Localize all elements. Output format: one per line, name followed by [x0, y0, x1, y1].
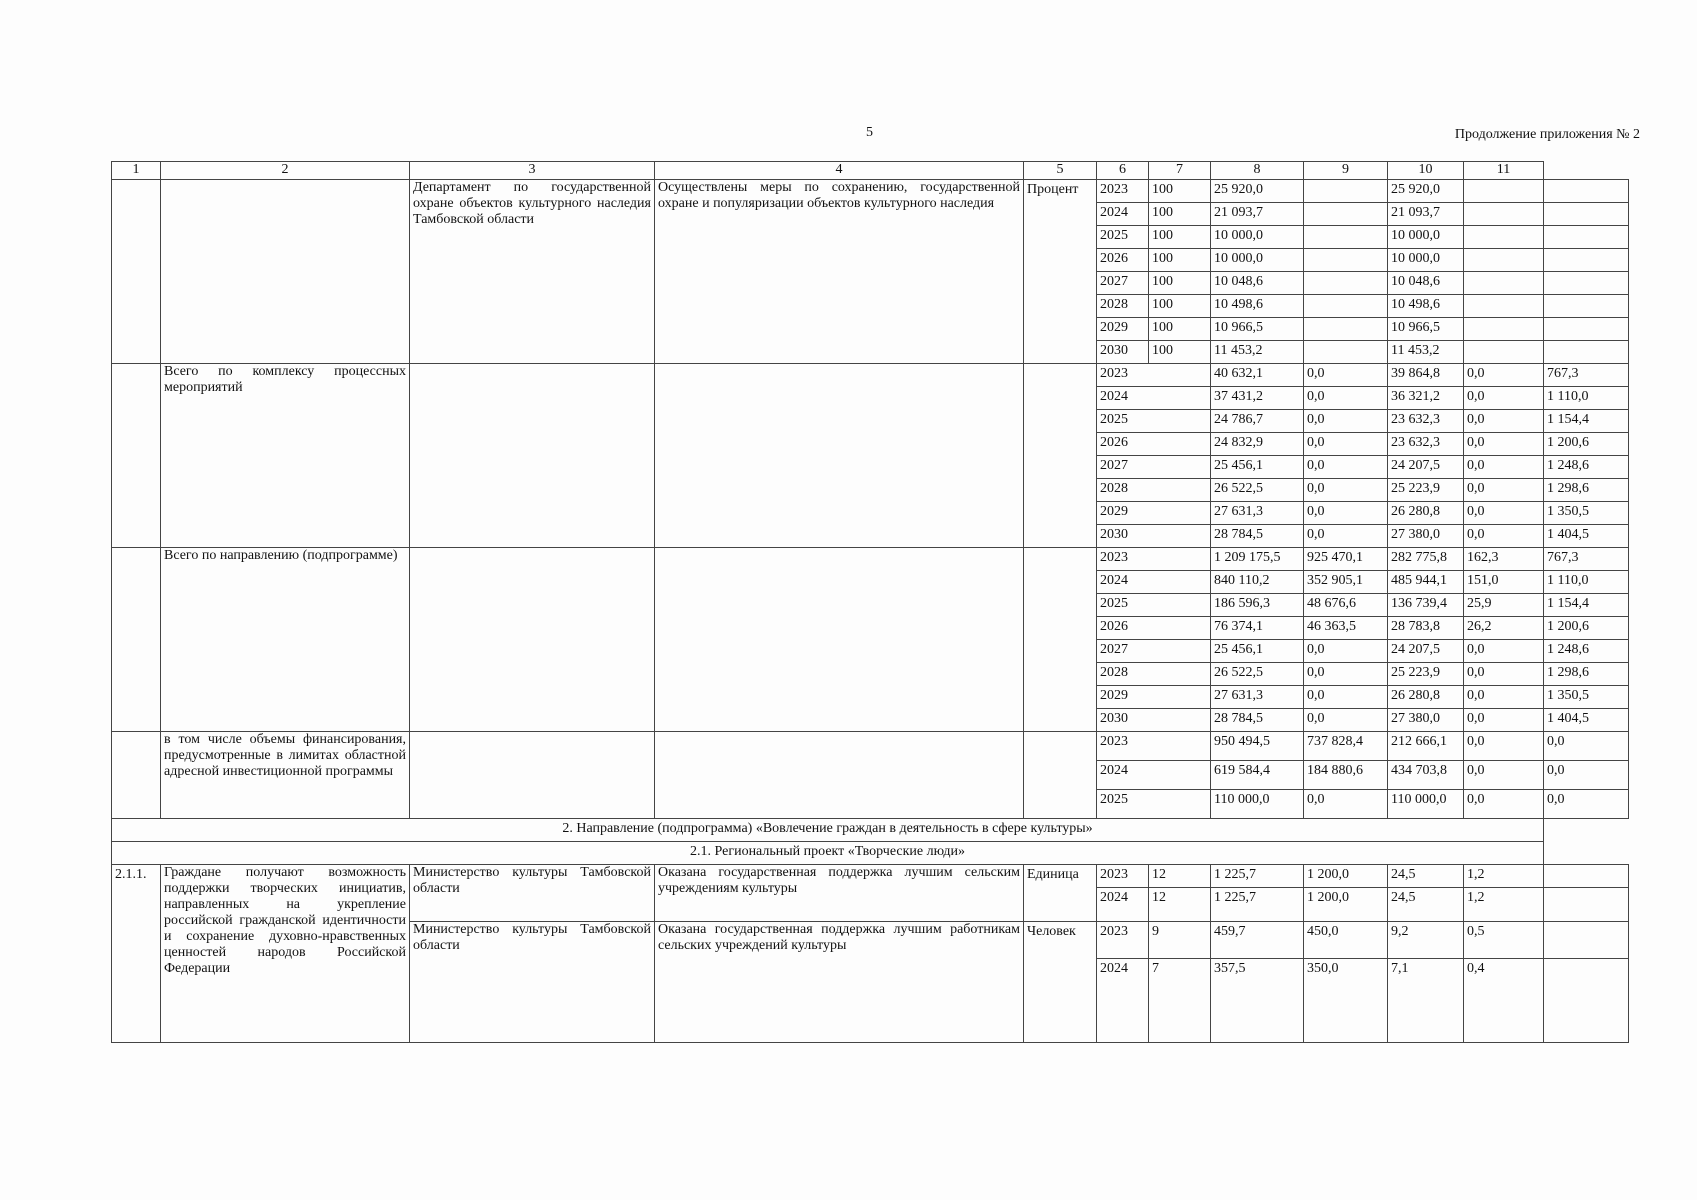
table-cell: 136 739,4 — [1388, 594, 1464, 617]
column-header: 4 — [655, 162, 1024, 180]
table-cell: 10 000,0 — [1211, 249, 1304, 272]
table-cell — [1304, 272, 1388, 295]
project-heading: 2.1. Региональный проект «Творческие люди» — [112, 842, 1544, 865]
table-cell: 2023 — [1097, 922, 1149, 959]
table-cell: 10 048,6 — [1388, 272, 1464, 295]
table-cell: 2028 — [1097, 479, 1211, 502]
table-cell: 485 944,1 — [1388, 571, 1464, 594]
table-cell: 0,4 — [1464, 959, 1544, 1043]
table-cell: 40 632,1 — [1211, 364, 1304, 387]
column-number-header — [112, 162, 1629, 180]
table-cell: 100 — [1149, 272, 1211, 295]
table-cell: 0,0 — [1464, 709, 1544, 732]
subtotal-label: Всего по комплексу процессных мероприятий — [161, 364, 410, 548]
table-cell: 1 154,4 — [1544, 594, 1629, 617]
table-cell — [1304, 295, 1388, 318]
table-cell: 0,0 — [1464, 433, 1544, 456]
table-cell: 0,0 — [1464, 410, 1544, 433]
table-cell: 10 000,0 — [1211, 226, 1304, 249]
table-cell: 2023 — [1097, 364, 1211, 387]
table-cell: 7,1 — [1388, 959, 1464, 1043]
column-header: 1 — [112, 162, 161, 180]
direction-total-label: Всего по направлению (подпрограмме) — [161, 548, 410, 732]
table-cell: 25 223,9 — [1388, 479, 1464, 502]
column-header: 3 — [410, 162, 655, 180]
table-cell: 2025 — [1097, 790, 1211, 819]
table-cell — [1304, 318, 1388, 341]
table-cell — [1304, 341, 1388, 364]
table-cell: 2024 — [1097, 888, 1149, 922]
table-cell: 23 632,3 — [1388, 433, 1464, 456]
section-heading-row — [112, 819, 1629, 842]
table-cell — [1544, 318, 1629, 341]
table-cell: 37 431,2 — [1211, 387, 1304, 410]
task-description: Граждане получают возможность поддержки творческих инициатив, направленных на укрепление российской гражданской идентичности и сохранение духовно-нравственных ценностей народов Российской Федерации — [161, 865, 410, 1043]
table-cell: 9,2 — [1388, 922, 1464, 959]
table-cell: 46 363,5 — [1304, 617, 1388, 640]
table-cell: 2027 — [1097, 272, 1149, 295]
table-cell — [1304, 180, 1388, 203]
direction-heading: 2. Направление (подпрограмма) «Вовлечение граждан в деятельность в сфере культуры» — [112, 819, 1544, 842]
table-cell: 48 676,6 — [1304, 594, 1388, 617]
table-cell: 352 905,1 — [1304, 571, 1388, 594]
column-header: 8 — [1211, 162, 1304, 180]
table-cell: 2025 — [1097, 410, 1211, 433]
table-cell: 26 280,8 — [1388, 686, 1464, 709]
table-cell: 9 — [1149, 922, 1211, 959]
table-cell: 1 350,5 — [1544, 686, 1629, 709]
table-cell: 24 832,9 — [1211, 433, 1304, 456]
table-cell: 100 — [1149, 318, 1211, 341]
table-cell: 10 498,6 — [1388, 295, 1464, 318]
table-cell: 0,0 — [1304, 640, 1388, 663]
table-cell — [1464, 249, 1544, 272]
table-cell: 0,0 — [1304, 502, 1388, 525]
table-cell: 2024 — [1097, 387, 1211, 410]
unit-of-measure: Единица — [1024, 865, 1097, 922]
table-cell: 23 632,3 — [1388, 410, 1464, 433]
table-cell — [1304, 226, 1388, 249]
table-cell: 1 298,6 — [1544, 663, 1629, 686]
table-cell: 28 783,8 — [1388, 617, 1464, 640]
table-cell: 100 — [1149, 341, 1211, 364]
table-cell: 767,3 — [1544, 364, 1629, 387]
table-cell: 10 498,6 — [1211, 295, 1304, 318]
table-cell: 25 920,0 — [1388, 180, 1464, 203]
table-cell: 24,5 — [1388, 865, 1464, 888]
table-cell: 950 494,5 — [1211, 732, 1304, 761]
table-cell: 1 298,6 — [1544, 479, 1629, 502]
table-cell: 2026 — [1097, 249, 1149, 272]
table-cell: 10 000,0 — [1388, 249, 1464, 272]
table-cell: 357,5 — [1211, 959, 1304, 1043]
table-cell: 27 631,3 — [1211, 686, 1304, 709]
page-number: 5 — [866, 125, 873, 140]
table-cell: 0,0 — [1304, 433, 1388, 456]
table-cell: 1 209 175,5 — [1211, 548, 1304, 571]
table-cell: 2029 — [1097, 686, 1211, 709]
table-cell: 0,0 — [1304, 410, 1388, 433]
table-cell — [1544, 203, 1629, 226]
table-cell: 2023 — [1097, 180, 1149, 203]
table-cell: 2025 — [1097, 226, 1149, 249]
table-cell: 2030 — [1097, 341, 1149, 364]
table-cell: 0,0 — [1304, 709, 1388, 732]
table-cell: 25 456,1 — [1211, 456, 1304, 479]
table-cell: 1 225,7 — [1211, 865, 1304, 888]
table-cell: 24 207,5 — [1388, 640, 1464, 663]
column-header: 10 — [1388, 162, 1464, 180]
table-cell: 151,0 — [1464, 571, 1544, 594]
table-cell: 184 880,6 — [1304, 761, 1388, 790]
table-cell: 2030 — [1097, 709, 1211, 732]
table-cell — [1544, 922, 1629, 959]
table-cell: 1 350,5 — [1544, 502, 1629, 525]
table-cell: 2027 — [1097, 456, 1211, 479]
table-cell: 28 784,5 — [1211, 525, 1304, 548]
table-cell: 25 920,0 — [1211, 180, 1304, 203]
table-cell — [1544, 959, 1629, 1043]
table-cell: 450,0 — [1304, 922, 1388, 959]
table-cell: 2024 — [1097, 203, 1149, 226]
table-cell: 0,0 — [1544, 732, 1629, 761]
table-cell: 1 225,7 — [1211, 888, 1304, 922]
table-cell: 10 966,5 — [1388, 318, 1464, 341]
column-header: 9 — [1304, 162, 1388, 180]
table-cell: 0,0 — [1304, 663, 1388, 686]
table-cell: 1 248,6 — [1544, 456, 1629, 479]
table-cell: 0,0 — [1304, 387, 1388, 410]
table-cell: 2024 — [1097, 571, 1211, 594]
table-cell — [1544, 180, 1629, 203]
investment-program-label: в том числе объемы финансирования, предусмотренные в лимитах областной адресной инвестиционной программы — [161, 732, 410, 819]
table-cell: 840 110,2 — [1211, 571, 1304, 594]
column-header: 2 — [161, 162, 410, 180]
table-cell — [1544, 341, 1629, 364]
table-cell: 100 — [1149, 180, 1211, 203]
table-cell — [1544, 295, 1629, 318]
table-cell: 100 — [1149, 249, 1211, 272]
table-cell: 0,0 — [1464, 502, 1544, 525]
result-description: Оказана государственная поддержка лучшим работникам сельских учреждений культуры — [655, 922, 1024, 1043]
table-cell: 2030 — [1097, 525, 1211, 548]
table-row — [112, 180, 1629, 203]
table-cell: 100 — [1149, 203, 1211, 226]
table-cell: 0,0 — [1544, 790, 1629, 819]
table-cell: 434 703,8 — [1388, 761, 1464, 790]
table-cell: 1 200,6 — [1544, 617, 1629, 640]
department-name: Департамент по государственной охране объектов культурного наследия Тамбовской области — [410, 180, 655, 364]
table-cell: 2024 — [1097, 959, 1149, 1043]
table-cell: 0,0 — [1464, 525, 1544, 548]
table-row — [112, 865, 1629, 888]
table-cell: 0,0 — [1304, 364, 1388, 387]
table-cell: 162,3 — [1464, 548, 1544, 571]
table-cell: 1 110,0 — [1544, 571, 1629, 594]
table-cell: 12 — [1149, 865, 1211, 888]
table-cell — [1464, 341, 1544, 364]
table-cell — [1464, 272, 1544, 295]
table-cell: 0,0 — [1464, 479, 1544, 502]
table-cell: 110 000,0 — [1211, 790, 1304, 819]
table-cell: 1 404,5 — [1544, 709, 1629, 732]
table-cell: 26 280,8 — [1388, 502, 1464, 525]
column-header: 7 — [1149, 162, 1211, 180]
table-cell: 186 596,3 — [1211, 594, 1304, 617]
table-cell: 1,2 — [1464, 865, 1544, 888]
table-cell: 282 775,8 — [1388, 548, 1464, 571]
table-cell: 26 522,5 — [1211, 663, 1304, 686]
table-cell: 0,0 — [1464, 364, 1544, 387]
result-description: Осуществлены меры по сохранению, государственной охране и популяризации объектов культурного наследия — [655, 180, 1024, 364]
table-row — [112, 732, 1629, 761]
table-cell: 212 666,1 — [1388, 732, 1464, 761]
table-cell: 0,0 — [1544, 761, 1629, 790]
table-cell: 24 786,7 — [1211, 410, 1304, 433]
table-cell — [1304, 203, 1388, 226]
table-cell: 24 207,5 — [1388, 456, 1464, 479]
table-cell: 0,0 — [1464, 732, 1544, 761]
table-cell: 26,2 — [1464, 617, 1544, 640]
table-cell — [1464, 318, 1544, 341]
table-cell: 2024 — [1097, 761, 1211, 790]
table-cell: 0,5 — [1464, 922, 1544, 959]
column-header: 11 — [1464, 162, 1544, 180]
table-cell: 0,0 — [1304, 479, 1388, 502]
table-cell: 1 200,6 — [1544, 433, 1629, 456]
table-cell: 0,0 — [1304, 456, 1388, 479]
table-cell: 100 — [1149, 295, 1211, 318]
table-cell: 21 093,7 — [1388, 203, 1464, 226]
table-cell: 2029 — [1097, 502, 1211, 525]
table-cell: 25,9 — [1464, 594, 1544, 617]
table-cell — [1544, 226, 1629, 249]
table-cell: 0,0 — [1464, 640, 1544, 663]
table-cell — [1464, 226, 1544, 249]
table-cell: 2025 — [1097, 594, 1211, 617]
table-cell — [1544, 249, 1629, 272]
table-cell: 2026 — [1097, 433, 1211, 456]
table-cell: 1 200,0 — [1304, 888, 1388, 922]
table-cell: 767,3 — [1544, 548, 1629, 571]
annex-title: Продолжение приложения № 2 — [1454, 127, 1640, 142]
table-cell: 28 784,5 — [1211, 709, 1304, 732]
table-cell: 0,0 — [1304, 686, 1388, 709]
result-description: Оказана государственная поддержка лучшим сельским учреждениям культуры — [655, 865, 1024, 922]
table-cell: 2028 — [1097, 663, 1211, 686]
table-cell: 0,0 — [1464, 761, 1544, 790]
table-cell: 737 828,4 — [1304, 732, 1388, 761]
department-name: Министерство культуры Тамбовской области — [410, 922, 655, 1043]
table-cell: 2026 — [1097, 617, 1211, 640]
table-cell: 39 864,8 — [1388, 364, 1464, 387]
table-cell — [1544, 272, 1629, 295]
table-cell: 10 048,6 — [1211, 272, 1304, 295]
unit-of-measure: Процент — [1024, 180, 1097, 364]
table-cell: 925 470,1 — [1304, 548, 1388, 571]
table-cell: 7 — [1149, 959, 1211, 1043]
table-cell: 0,0 — [1464, 790, 1544, 819]
table-cell — [1464, 295, 1544, 318]
table-cell: 2023 — [1097, 732, 1211, 761]
table-cell: 1 200,0 — [1304, 865, 1388, 888]
table-cell: 11 453,2 — [1211, 341, 1304, 364]
column-header: 5 — [1024, 162, 1097, 180]
table-cell: 0,0 — [1464, 387, 1544, 410]
table-cell — [1464, 180, 1544, 203]
column-header: 6 — [1097, 162, 1149, 180]
table-cell: 25 456,1 — [1211, 640, 1304, 663]
item-number: 2.1.1. — [112, 865, 161, 1043]
table-cell: 1,2 — [1464, 888, 1544, 922]
table-cell — [1544, 865, 1629, 888]
table-cell: 350,0 — [1304, 959, 1388, 1043]
table-cell: 12 — [1149, 888, 1211, 922]
table-cell: 2027 — [1097, 640, 1211, 663]
table-cell: 27 380,0 — [1388, 709, 1464, 732]
table-cell: 2023 — [1097, 548, 1211, 571]
table-cell: 2029 — [1097, 318, 1149, 341]
table-cell: 0,0 — [1304, 525, 1388, 548]
table-cell: 110 000,0 — [1388, 790, 1464, 819]
table-cell: 100 — [1149, 226, 1211, 249]
section-heading-row — [112, 842, 1629, 865]
table-cell: 2028 — [1097, 295, 1149, 318]
table-cell: 24,5 — [1388, 888, 1464, 922]
table-cell: 1 248,6 — [1544, 640, 1629, 663]
table-cell: 1 110,0 — [1544, 387, 1629, 410]
table-cell: 0,0 — [1464, 456, 1544, 479]
table-cell: 36 321,2 — [1388, 387, 1464, 410]
table-cell: 619 584,4 — [1211, 761, 1304, 790]
table-cell: 0,0 — [1464, 663, 1544, 686]
table-cell: 27 380,0 — [1388, 525, 1464, 548]
table-cell: 459,7 — [1211, 922, 1304, 959]
financing-table — [111, 161, 1629, 1043]
table-cell: 10 966,5 — [1211, 318, 1304, 341]
unit-of-measure: Человек — [1024, 922, 1097, 1043]
table-row — [112, 548, 1629, 571]
table-cell — [1464, 203, 1544, 226]
table-cell: 25 223,9 — [1388, 663, 1464, 686]
table-cell: 10 000,0 — [1388, 226, 1464, 249]
table-cell: 76 374,1 — [1211, 617, 1304, 640]
table-cell: 21 093,7 — [1211, 203, 1304, 226]
table-cell: 26 522,5 — [1211, 479, 1304, 502]
table-cell: 27 631,3 — [1211, 502, 1304, 525]
table-cell — [1544, 888, 1629, 922]
table-row — [112, 364, 1629, 387]
table-cell: 1 154,4 — [1544, 410, 1629, 433]
table-cell: 0,0 — [1464, 686, 1544, 709]
table-cell — [1304, 249, 1388, 272]
department-name: Министерство культуры Тамбовской области — [410, 865, 655, 922]
table-cell: 2023 — [1097, 865, 1149, 888]
table-cell: 1 404,5 — [1544, 525, 1629, 548]
table-cell: 11 453,2 — [1388, 341, 1464, 364]
table-cell: 0,0 — [1304, 790, 1388, 819]
